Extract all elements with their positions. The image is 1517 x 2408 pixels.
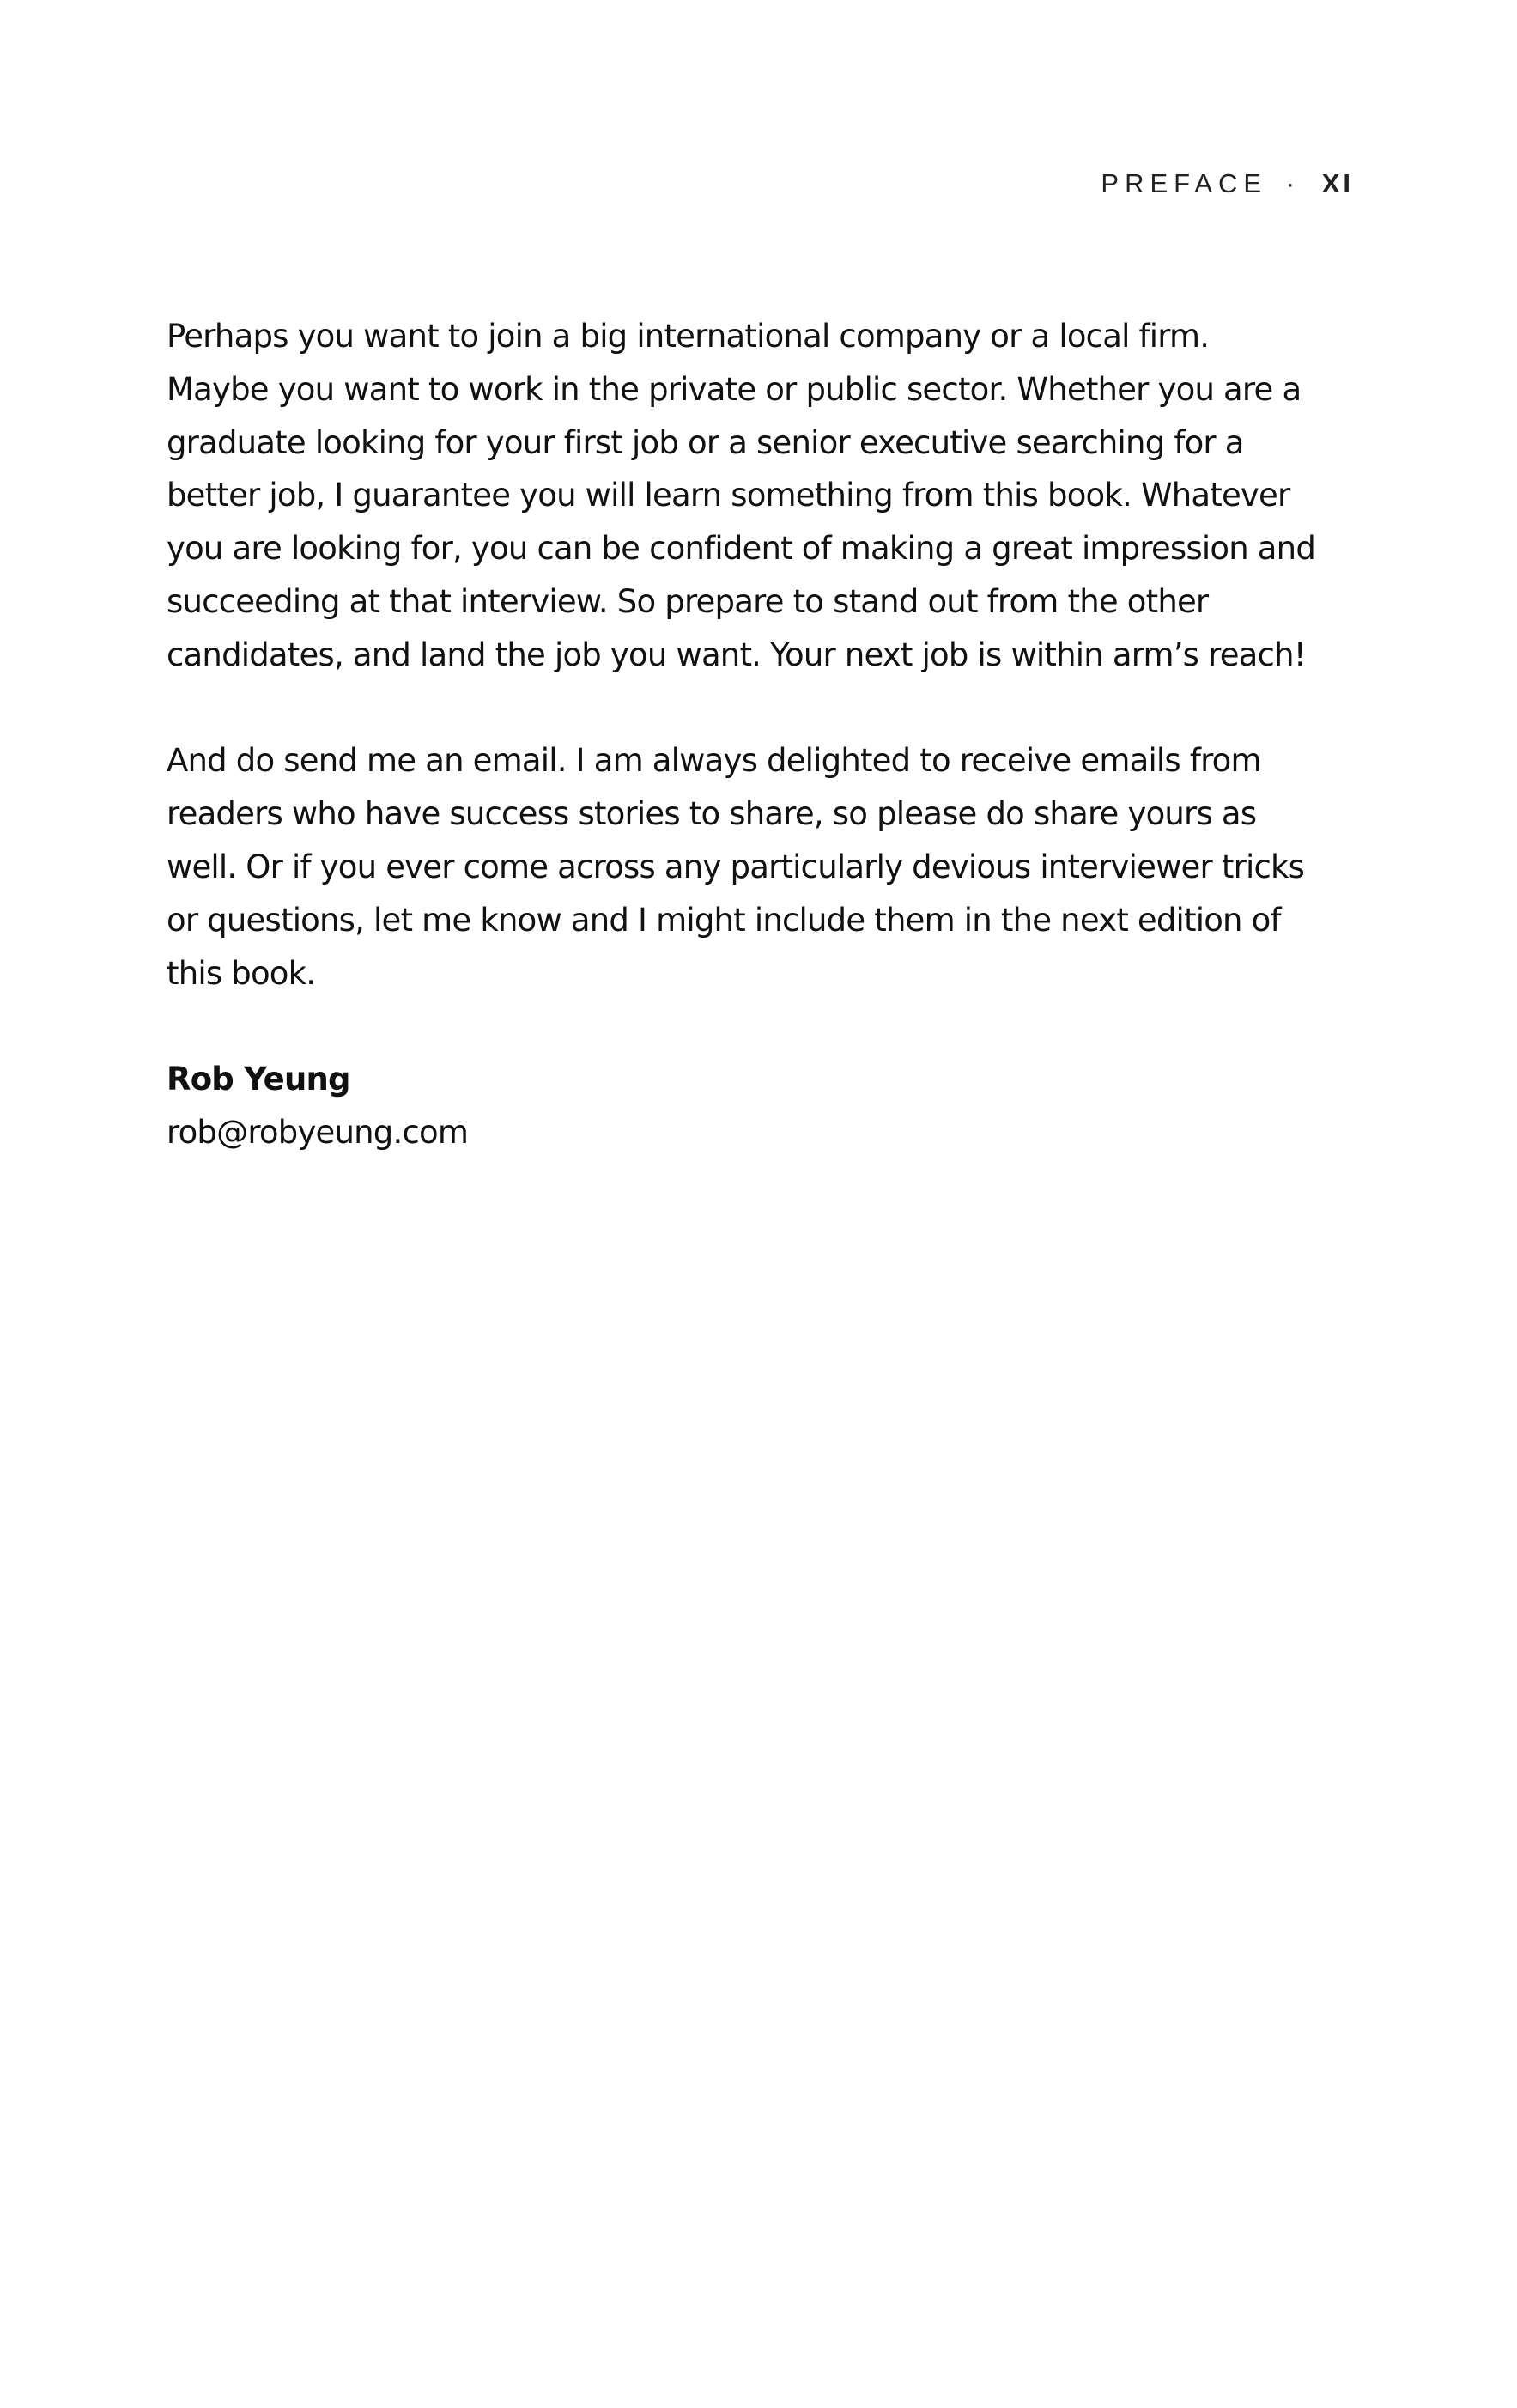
page-body: [167, 310, 1368, 1159]
text-line: Perhaps you want to join a big international company or a local firm.: [167, 318, 1210, 355]
text-line: Maybe you want to work in the private or public sector. Whether you are a: [167, 370, 1302, 408]
text-line: candidates, and land the job you want. Your next job is within arm’s reach!: [167, 635, 1306, 673]
text-line: this book.: [167, 954, 316, 992]
text-line: And do send me an email. I am always delighted to receive emails from: [167, 742, 1261, 780]
text-line: you are looking for, you can be confident of making a great impression and: [167, 530, 1316, 568]
author-name: Rob Yeung: [167, 1061, 350, 1098]
paragraph-2: [167, 734, 1368, 1000]
text-line: readers who have success stories to share, so please do share yours as: [167, 795, 1257, 833]
signature-block: [167, 1053, 1368, 1159]
page-number: XI: [1321, 168, 1354, 198]
running-head: [1101, 168, 1354, 199]
text-line: graduate looking for your first job or a senior executive searching for a: [167, 423, 1244, 461]
section-title: PREFACE: [1101, 168, 1268, 198]
author-email: rob@robyeung.com: [167, 1113, 469, 1151]
text-line: or questions, let me know and I might include them in the next edition of: [167, 901, 1281, 939]
text-line: succeeding at that interview. So prepare to stand out from the other: [167, 582, 1209, 620]
text-line: better job, I guarantee you will learn something from this book. Whatever: [167, 477, 1290, 514]
separator-dot: ·: [1285, 168, 1296, 198]
text-line: well. Or if you ever come across any particularly devious interviewer tricks: [167, 848, 1305, 885]
paragraph-1: [167, 310, 1368, 682]
